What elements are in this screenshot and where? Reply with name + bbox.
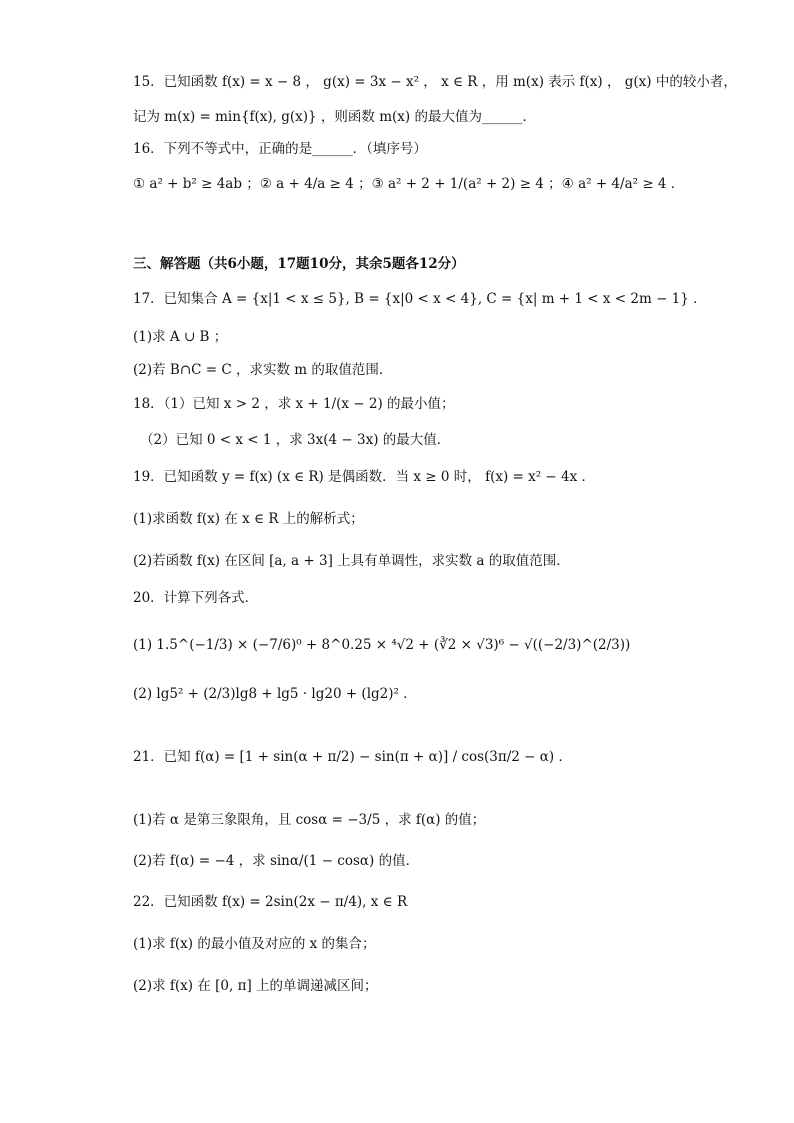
question-19-part-1: (1)求函数 f(x) 在 x ∈ R 上的解析式； bbox=[133, 511, 364, 527]
question-17-part-1: (1)求 A ∪ B ； bbox=[133, 329, 228, 345]
question-19-stem: 19．已知函数 y = f(x) (x ∈ R) 是偶函数．当 x ≥ 0 时， f(x) = x² − 4x ． bbox=[133, 469, 596, 485]
question-20-part-2: (2) lg5² + (2/3)lg8 + lg5 · lg20 + (lg2)² ． bbox=[133, 686, 417, 702]
question-20-stem: 20．计算下列各式． bbox=[133, 590, 259, 606]
question-17-part-2: (2)若 B∩C = C ，求实数 m 的取值范围． bbox=[133, 362, 393, 378]
section-heading-answers: 三、解答题（共6小题，17题10分，其余5题各12分） bbox=[133, 256, 465, 272]
question-21-stem: 21．已知 f(α) = [1 + sin(α + π/2) − sin(π + α)] / cos(3π/2 − α) ． bbox=[133, 749, 572, 765]
question-19-part-2: (2)若函数 f(x) 在区间 [a, a + 3] 上具有单调性，求实数 a 的取值范围． bbox=[133, 553, 570, 569]
question-22-part-1: (1)求 f(x) 的最小值及对应的 x 的集合； bbox=[133, 936, 376, 952]
question-16-options: ① a² + b² ≥ 4ab ；② a + 4/a ≥ 4 ；③ a² + 2 + 1/(a² + 2) ≥ 4 ；④ a² + 4/a² ≥ 4 ． bbox=[133, 176, 685, 192]
question-18-part-1: 18．（1）已知 x > 2 ，求 x + 1/(x − 2) 的最小值； bbox=[133, 396, 455, 412]
question-20-part-1: (1) 1.5^(−1/3) × (−7/6)⁰ + 8^0.25 × ⁴√2 + (∛2 × √3)⁶ − √((−2/3)^(2/3)) bbox=[133, 637, 631, 653]
question-17-stem: 17．已知集合 A = {x|1 < x ≤ 5}, B = {x|0 < x < 4}, C = {x| m + 1 < x < 2m − 1} ． bbox=[133, 291, 707, 307]
question-22-part-2: (2)求 f(x) 在 [0, π] 上的单调递减区间； bbox=[133, 978, 378, 994]
question-15-line-1: 15．已知函数 f(x) = x − 8 ， g(x) = 3x − x² ， x ∈ R ，用 m(x) 表示 f(x) ， g(x) 中的较小者， bbox=[133, 74, 737, 90]
question-15-line-2: 记为 m(x) = min{f(x), g(x)} ，则函数 m(x) 的最大值为______． bbox=[133, 109, 536, 125]
question-16-line-1: 16．下列不等式中，正确的是______．（填序号） bbox=[133, 141, 427, 157]
question-22-stem: 22．已知函数 f(x) = 2sin(2x − π/4), x ∈ R bbox=[133, 894, 408, 910]
question-21-part-2: (2)若 f(α) = −4 ，求 sinα/(1 − cosα) 的值． bbox=[133, 853, 420, 869]
question-21-part-1: (1)若 α 是第三象限角，且 cosα = −3/5 ，求 f(α) 的值； bbox=[133, 812, 486, 828]
question-18-part-2: （2）已知 0 < x < 1 ，求 3x(4 − 3x) 的最大值． bbox=[140, 432, 451, 448]
